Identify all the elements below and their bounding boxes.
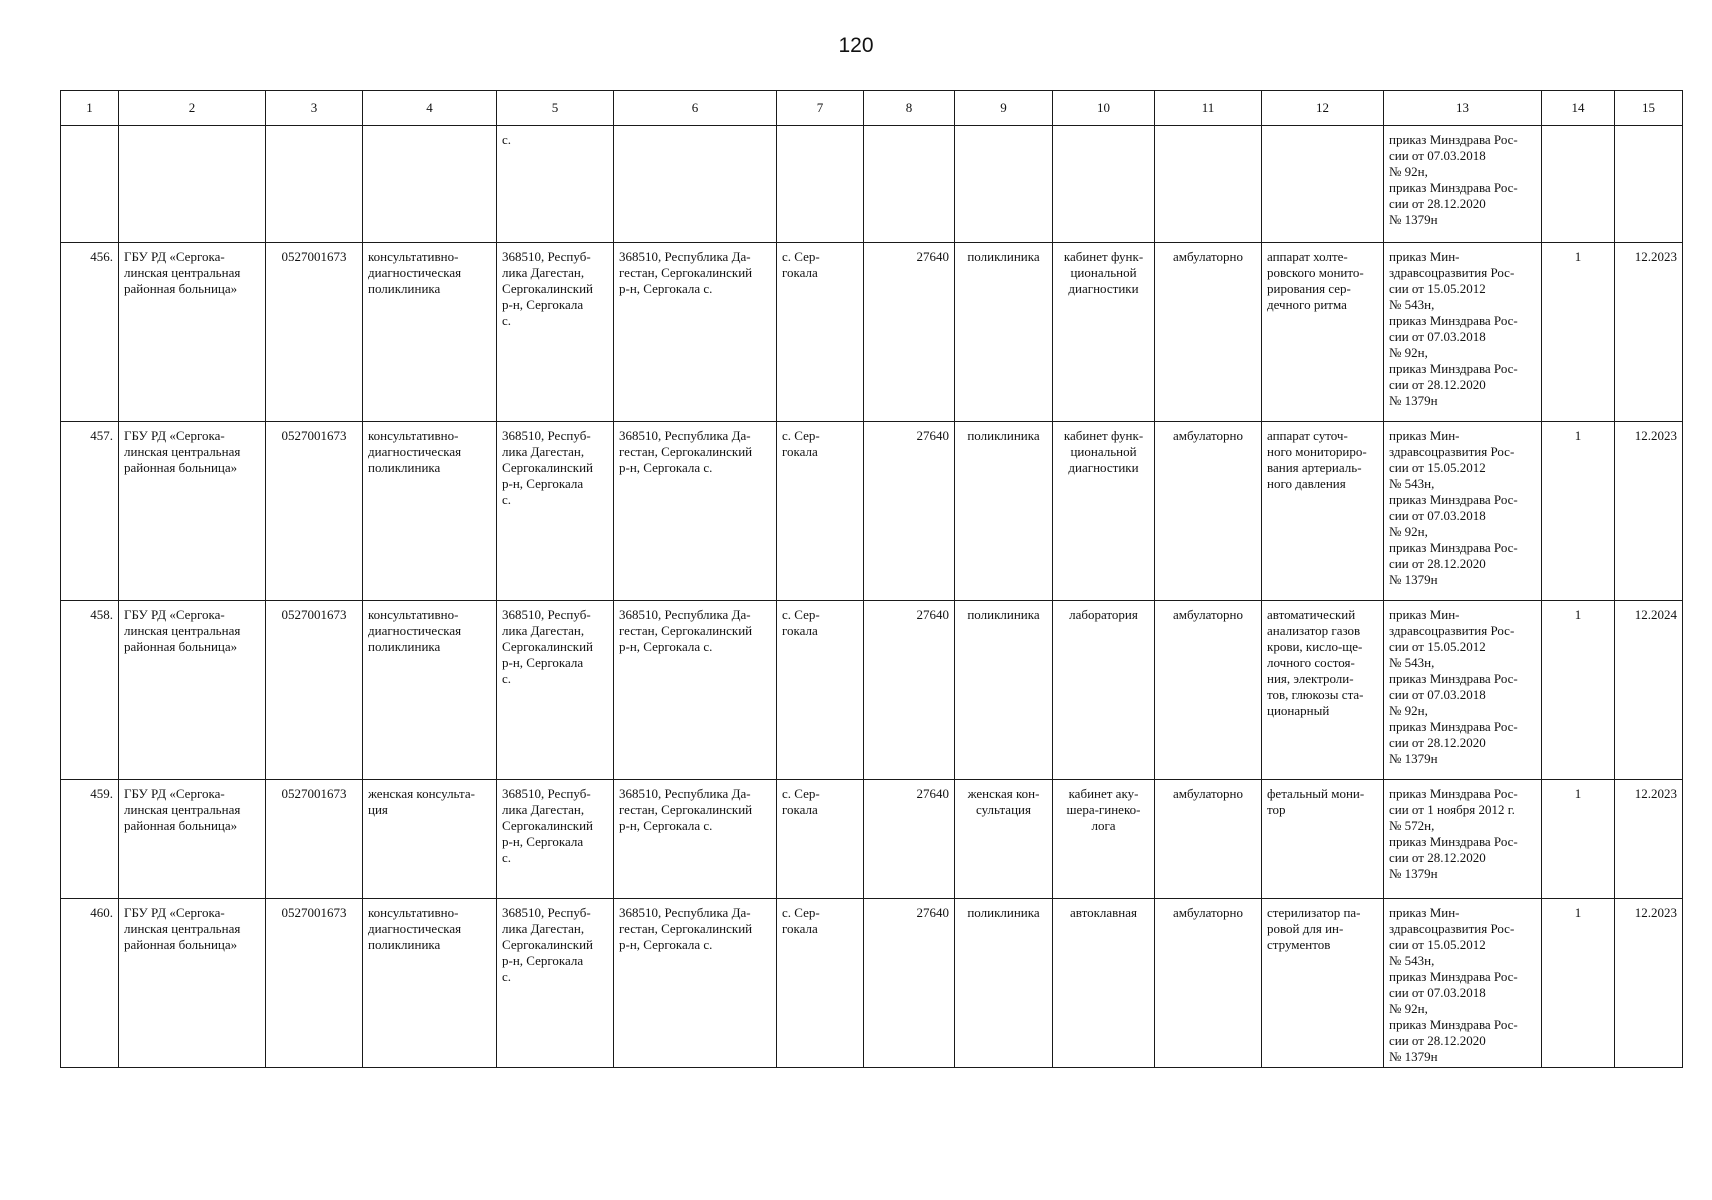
quantity-cell: 1 [1542,422,1615,601]
code-cell: 27640 [864,601,955,780]
column-header: 8 [864,91,955,126]
column-header: 7 [777,91,864,126]
facility-type-cell: консультативно- диагностическая поликлиника [363,243,497,422]
subdivision-cell: поликлиника [955,601,1053,780]
care-type-cell: амбулаторно [1155,899,1262,1068]
actual-address-cell: 368510, Республика Да- гестан, Сергокалинский р-н, Сергокала с. [614,780,777,899]
table-cell [266,126,363,243]
column-header: 5 [497,91,614,126]
inn-cell: 0527001673 [266,601,363,780]
page-number: 120 [838,34,874,57]
table-cell [864,126,955,243]
subdivision-cell: поликлиника [955,243,1053,422]
organization-cell: ГБУ РД «Сергока- линская центральная районная больница» [119,243,266,422]
orders-cell: приказ Мин- здравсоцразвития Рос- сии от 15.05.2012 № 543н, приказ Минздрава Рос- сии от 07.03.2018 № 92н, приказ Минздрава Рос- сии от 28.12.2020 № 1379н [1384,601,1542,780]
column-header: 6 [614,91,777,126]
orders-cell: приказ Минздрава Рос- сии от 07.03.2018 № 92н, приказ Минздрава Рос- сии от 28.12.2020 № 1379н [1384,126,1542,243]
orders-cell: приказ Мин- здравсоцразвития Рос- сии от 15.05.2012 № 543н, приказ Минздрава Рос- сии от 07.03.2018 № 92н, приказ Минздрава Рос- сии от 28.12.2020 № 1379н [1384,899,1542,1068]
facility-type-cell: женская консульта- ция [363,780,497,899]
table-cell [1615,126,1683,243]
subdivision-cell: женская кон- сультация [955,780,1053,899]
facility-type-cell: консультативно- диагностическая поликлиника [363,899,497,1068]
unit-cell: автоклавная [1053,899,1155,1068]
date-cell: 12.2023 [1615,422,1683,601]
subdivision-cell: поликлиника [955,422,1053,601]
legal-address-cell: 368510, Респуб- лика Дагестан, Сергокалинский р-н, Сергокала с. [497,243,614,422]
actual-address-cell: 368510, Республика Да- гестан, Сергокалинский р-н, Сергокала с. [614,422,777,601]
settlement-cell: с. Сер- гокала [777,899,864,1068]
column-header: 9 [955,91,1053,126]
equipment-cell: стерилизатор па- ровой для ин- струментов [1262,899,1384,1068]
column-header: 4 [363,91,497,126]
column-header: 1 [61,91,119,126]
row-number-cell: 460. [61,899,119,1068]
row-number-cell: 459. [61,780,119,899]
orders-cell: приказ Мин- здравсоцразвития Рос- сии от 15.05.2012 № 543н, приказ Минздрава Рос- сии от 07.03.2018 № 92н, приказ Минздрава Рос- сии от 28.12.2020 № 1379н [1384,243,1542,422]
registry-table [60,90,1683,1068]
inn-cell: 0527001673 [266,780,363,899]
column-header: 12 [1262,91,1384,126]
table-row [61,422,1683,601]
legal-address-cell: с. [497,126,614,243]
equipment-cell: автоматический анализатор газов крови, кисло-ще- лочного состоя- ния, электроли- тов, глюкозы ста- ционарный [1262,601,1384,780]
column-header: 3 [266,91,363,126]
row-number-cell: 456. [61,243,119,422]
legal-address-cell: 368510, Респуб- лика Дагестан, Сергокалинский р-н, Сергокала с. [497,422,614,601]
legal-address-cell: 368510, Респуб- лика Дагестан, Сергокалинский р-н, Сергокала с. [497,601,614,780]
unit-cell: кабинет функ- циональной диагностики [1053,422,1155,601]
settlement-cell: с. Сер- гокала [777,422,864,601]
table-cell [1262,126,1384,243]
column-header: 13 [1384,91,1542,126]
table-cell [61,126,119,243]
inn-cell: 0527001673 [266,243,363,422]
column-header: 11 [1155,91,1262,126]
care-type-cell: амбулаторно [1155,243,1262,422]
quantity-cell: 1 [1542,780,1615,899]
inn-cell: 0527001673 [266,899,363,1068]
date-cell: 12.2023 [1615,899,1683,1068]
table-cell [1155,126,1262,243]
table-cell [363,126,497,243]
care-type-cell: амбулаторно [1155,780,1262,899]
code-cell: 27640 [864,899,955,1068]
table-cell [1542,126,1615,243]
orders-cell: приказ Минздрава Рос- сии от 1 ноября 2012 г. № 572н, приказ Минздрава Рос- сии от 28.12.2020 № 1379н [1384,780,1542,899]
care-type-cell: амбулаторно [1155,422,1262,601]
quantity-cell: 1 [1542,601,1615,780]
organization-cell: ГБУ РД «Сергока- линская центральная районная больница» [119,780,266,899]
table-row [61,780,1683,899]
organization-cell: ГБУ РД «Сергока- линская центральная районная больница» [119,601,266,780]
legal-address-cell: 368510, Респуб- лика Дагестан, Сергокалинский р-н, Сергокала с. [497,899,614,1068]
table-cell [955,126,1053,243]
column-header: 2 [119,91,266,126]
equipment-cell: аппарат суточ- ного мониториро- вания артериаль- ного давления [1262,422,1384,601]
organization-cell: ГБУ РД «Сергока- линская центральная районная больница» [119,899,266,1068]
date-cell: 12.2024 [1615,601,1683,780]
legal-address-cell: 368510, Респуб- лика Дагестан, Сергокалинский р-н, Сергокала с. [497,780,614,899]
actual-address-cell: 368510, Республика Да- гестан, Сергокалинский р-н, Сергокала с. [614,243,777,422]
actual-address-cell: 368510, Республика Да- гестан, Сергокалинский р-н, Сергокала с. [614,601,777,780]
table-cell [614,126,777,243]
settlement-cell: с. Сер- гокала [777,601,864,780]
unit-cell: кабинет функ- циональной диагностики [1053,243,1155,422]
quantity-cell: 1 [1542,899,1615,1068]
inn-cell: 0527001673 [266,422,363,601]
table-cell [119,126,266,243]
table-body [61,126,1683,1068]
table-cell [777,126,864,243]
care-type-cell: амбулаторно [1155,601,1262,780]
column-header: 15 [1615,91,1683,126]
quantity-cell: 1 [1542,243,1615,422]
row-number-cell: 458. [61,601,119,780]
column-header: 10 [1053,91,1155,126]
table-row [61,899,1683,1068]
table-row [61,601,1683,780]
table-row [61,243,1683,422]
facility-type-cell: консультативно- диагностическая поликлиника [363,422,497,601]
code-cell: 27640 [864,422,955,601]
subdivision-cell: поликлиника [955,899,1053,1068]
row-number-cell: 457. [61,422,119,601]
table-header [61,91,1683,126]
settlement-cell: с. Сер- гокала [777,780,864,899]
date-cell: 12.2023 [1615,243,1683,422]
equipment-cell: аппарат холте- ровского монито- рирования сер- дечного ритма [1262,243,1384,422]
code-cell: 27640 [864,243,955,422]
unit-cell: кабинет аку- шера-гинеко- лога [1053,780,1155,899]
facility-type-cell: консультативно- диагностическая поликлиника [363,601,497,780]
column-header: 14 [1542,91,1615,126]
header-row [61,91,1683,126]
unit-cell: лаборатория [1053,601,1155,780]
actual-address-cell: 368510, Республика Да- гестан, Сергокалинский р-н, Сергокала с. [614,899,777,1068]
table-cell [1053,126,1155,243]
organization-cell: ГБУ РД «Сергока- линская центральная районная больница» [119,422,266,601]
date-cell: 12.2023 [1615,780,1683,899]
equipment-cell: фетальный мони- тор [1262,780,1384,899]
orders-cell: приказ Мин- здравсоцразвития Рос- сии от 15.05.2012 № 543н, приказ Минздрава Рос- сии от 07.03.2018 № 92н, приказ Минздрава Рос- сии от 28.12.2020 № 1379н [1384,422,1542,601]
settlement-cell: с. Сер- гокала [777,243,864,422]
table-row-continuation [61,126,1683,243]
code-cell: 27640 [864,780,955,899]
